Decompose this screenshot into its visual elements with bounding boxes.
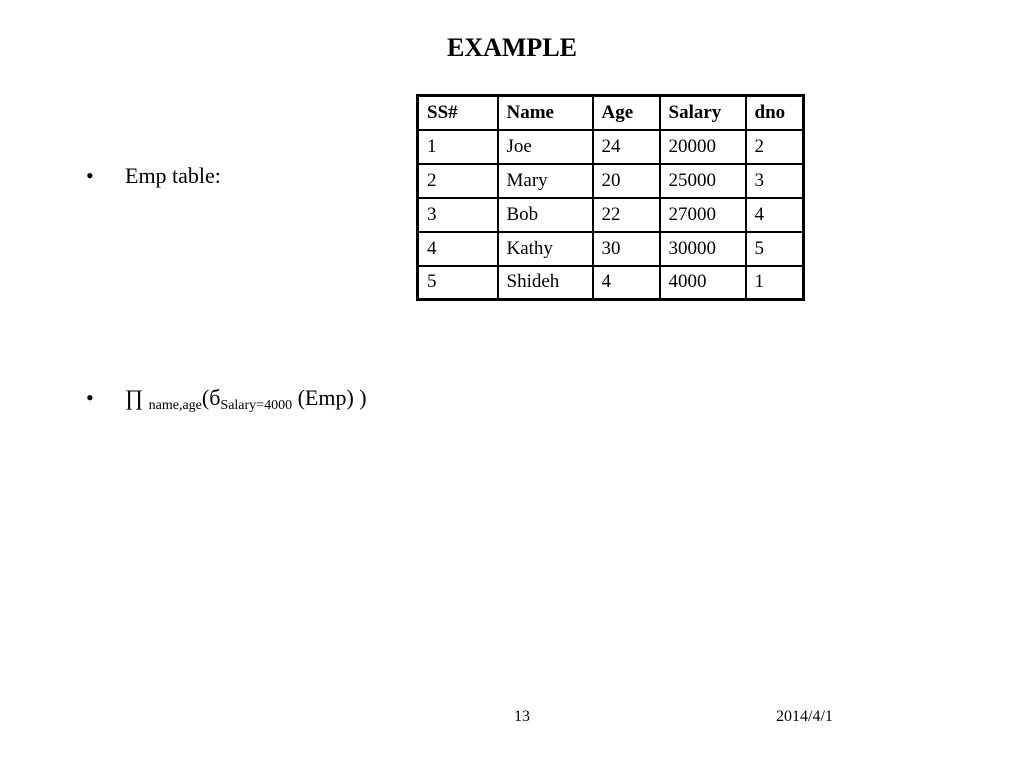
table-cell: Joe	[498, 130, 593, 164]
selection-open: (б	[201, 385, 221, 410]
table-cell: 27000	[660, 198, 746, 232]
selection-subscript: Salary=4000	[220, 398, 293, 413]
table-cell: Bob	[498, 198, 593, 232]
table-cell: 4	[593, 266, 660, 300]
bullet-text: Emp table:	[125, 163, 221, 188]
table-cell: 20	[593, 164, 660, 198]
projection-subscript: name,age	[148, 398, 202, 413]
table-cell: 4000	[660, 266, 746, 300]
expression-rest: (Emp) )	[292, 385, 367, 410]
page-number: 13	[514, 708, 530, 725]
table-row	[418, 232, 804, 266]
table-cell: Shideh	[498, 266, 593, 300]
table-cell: 5	[746, 232, 804, 266]
table-cell: Kathy	[498, 232, 593, 266]
column-header: dno	[746, 96, 804, 130]
table-cell: 3	[746, 164, 804, 198]
column-header: SS#	[418, 96, 498, 130]
emp-table	[416, 94, 805, 301]
table-cell: 5	[418, 266, 498, 300]
slide-date: 2014/4/1	[776, 708, 833, 725]
table-cell: 30000	[660, 232, 746, 266]
table-cell: 3	[418, 198, 498, 232]
column-header: Age	[593, 96, 660, 130]
table-cell: 1	[418, 130, 498, 164]
column-header: Salary	[660, 96, 746, 130]
table-row	[418, 130, 804, 164]
slide-title: EXAMPLE	[447, 33, 577, 62]
pi-symbol: ∏	[125, 385, 144, 410]
bullet-marker: •	[86, 385, 94, 410]
bullet-emp-table	[86, 162, 221, 190]
table-cell: 22	[593, 198, 660, 232]
table-cell: 2	[746, 130, 804, 164]
bullet-marker: •	[86, 163, 94, 188]
table-cell: 4	[746, 198, 804, 232]
table-row	[418, 266, 804, 300]
table-header-row	[418, 96, 804, 130]
table-cell: 4	[418, 232, 498, 266]
table-row	[418, 164, 804, 198]
table-cell: 20000	[660, 130, 746, 164]
bullet-relational-expression	[86, 384, 367, 420]
table-cell: 25000	[660, 164, 746, 198]
column-header: Name	[498, 96, 593, 130]
table-cell: 24	[593, 130, 660, 164]
table-cell: 1	[746, 266, 804, 300]
table-cell: Mary	[498, 164, 593, 198]
table-row	[418, 198, 804, 232]
table-cell: 30	[593, 232, 660, 266]
table-cell: 2	[418, 164, 498, 198]
